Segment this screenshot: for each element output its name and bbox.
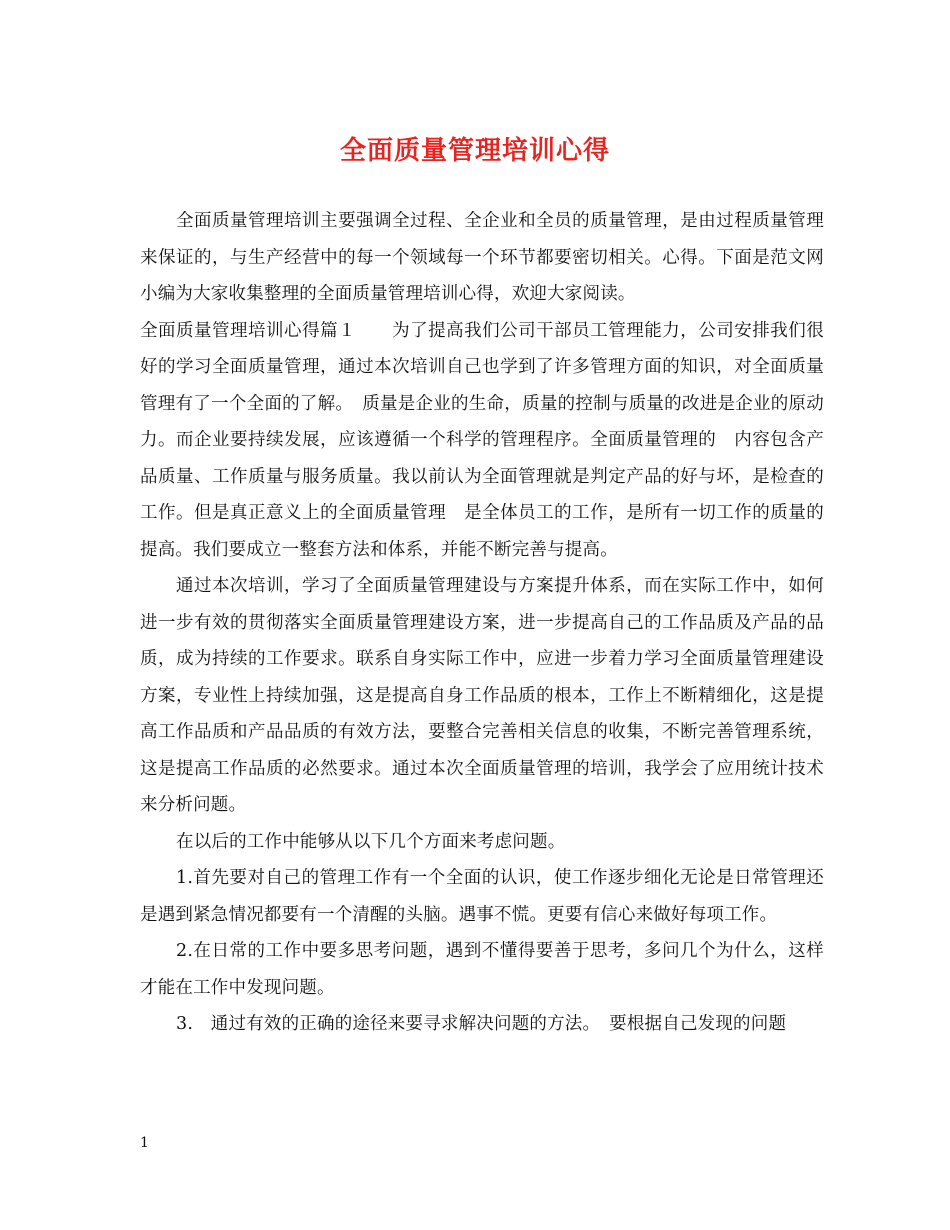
list-item-2: 2.在日常的工作中要多思考问题，遇到不懂得要善于思考，多问几个为什么，这样才能在工作中发现问题。 xyxy=(140,941,824,998)
page-title: 全面质量管理培训心得 xyxy=(339,136,610,166)
list-item-1: 1.首先要对自己的管理工作有一个全面的认识，使工作逐步细化无论是日常管理还是遇到紧急情况都要有一个清醒的头脑。遇事不慌。更要有信心来做好每项工作。 xyxy=(140,868,824,925)
paragraph-intro: 全面质量管理培训主要强调全过程、全企业和全员的质量管理，是由过程质量管理来保证的，与生产经营中的每一个领域每一个环节都要密切相关。心得。下面是范文网小编为大家收集整理的全面质量管理培训心得，欢迎大家阅读。 xyxy=(140,211,824,304)
paragraph-section-1: 全面质量管理培训心得篇１ 为了提高我们公司干部员工管理能力，公司安排我们很好的学习全面质量管理，通过本次培训自己也学到了许多管理方面的知识，对全面质量管理有了一个全面的了解。 质量是企业的生命，质量的控制与质量的改进是企业的原动力。而企业要持续发展，应该遵循一个科学的管理程序。全面质量管理的 内容包含产品质量、工作质量与服务质量。我以前认为全面管理就是判定产品的好与坏，是检查的工作。但是真正意义上的全面质量管理 是全体员工的工作，是所有一切工作的质量的提高。我们要成立一整套方法和体系，并能不断完善与提高。 xyxy=(140,320,824,560)
paragraph-training: 通过本次培训，学习了全面质量管理建设与方案提升体系，而在实际工作中，如何进一步有效的贯彻落实全面质量管理建设方案，进一步提高自己的工作品质及产品的品质，成为持续的工作要求。联系自身实际工作中，应进一步着力学习全面质量管理建设方案，专业性上持续加强，这是提高自身工作品质的根本，工作上不断精细化，这是提高工作品质和产品品质的有效方法，要整合完善相关信息的收集，不断完善管理系统，这是提高工作品质的必然要求。通过本次全面质量管理的培训，我学会了应用统计技术来分析问题。 xyxy=(140,576,824,815)
page-number: 1 xyxy=(140,1135,149,1151)
list-item-3: 3. 通过有效的正确的途径来要寻求解决问题的方法。 要根据自己发现的问题 xyxy=(176,1014,787,1034)
document-body xyxy=(140,203,824,1043)
paragraph-aspects: 在以后的工作中能够从以下几个方面来考虑问题。 xyxy=(176,831,566,852)
